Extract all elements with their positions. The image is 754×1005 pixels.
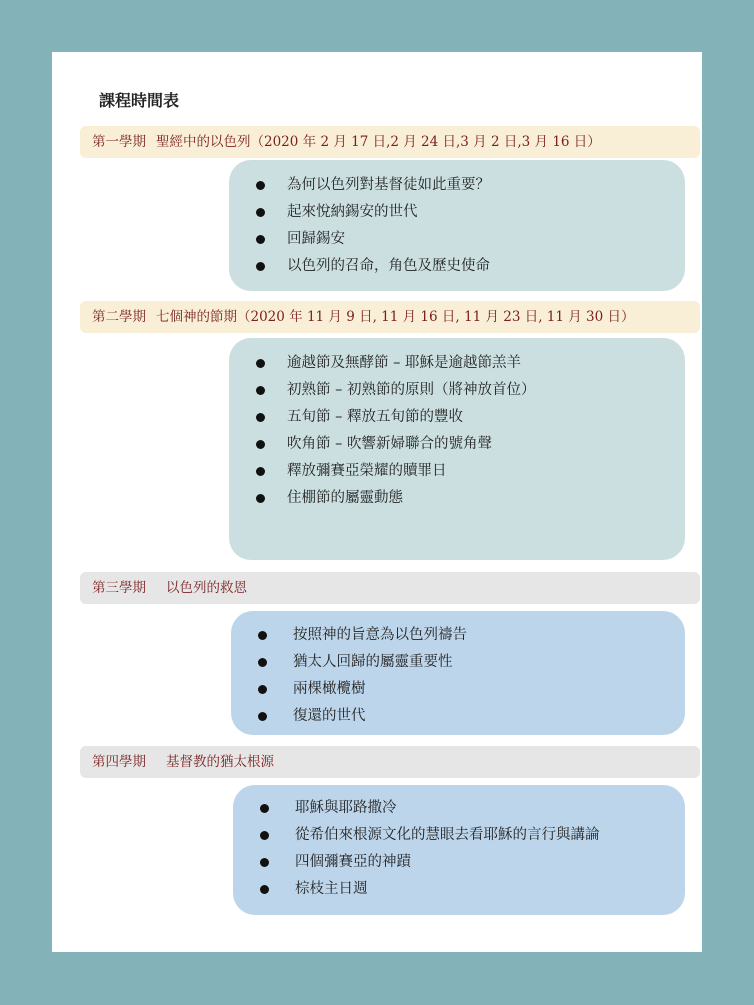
bullet-icon xyxy=(256,208,265,217)
term-4-label: 第四學期 xyxy=(92,754,146,770)
term-4-header xyxy=(80,746,700,778)
topic-text: 耶穌與耶路撒冷 xyxy=(295,800,397,816)
topic-item xyxy=(229,226,685,253)
topic-text: 從希伯來根源文化的慧眼去看耶穌的言行與講論 xyxy=(295,827,600,843)
topic-item xyxy=(233,849,685,876)
term-1-topics xyxy=(229,160,685,291)
topic-text: 起來悅納錫安的世代 xyxy=(287,204,418,220)
bullet-icon xyxy=(258,685,267,694)
topic-text: 吹角節 – 吹響新婦聯合的號角聲 xyxy=(287,436,492,452)
term-4-subtitle: 基督教的猶太根源 xyxy=(166,754,274,770)
topic-text: 兩棵橄欖樹 xyxy=(293,681,366,697)
topic-text: 釋放彌賽亞榮耀的贖罪日 xyxy=(287,463,447,479)
topic-text: 復還的世代 xyxy=(293,708,366,724)
bullet-icon xyxy=(260,831,269,840)
bullet-icon xyxy=(256,359,265,368)
term-3-label: 第三學期 xyxy=(92,580,146,596)
bullet-icon xyxy=(260,804,269,813)
term-1-dates: （2020 年 2 月 17 日,2 月 24 日,3 月 2 日,3 月 16 日） xyxy=(250,134,601,150)
bullet-icon xyxy=(260,858,269,867)
topic-item xyxy=(229,199,685,226)
topic-item xyxy=(229,377,685,404)
term-3-subtitle: 以色列的救恩 xyxy=(166,580,247,596)
topic-item xyxy=(229,253,685,280)
topic-text: 以色列的召命，角色及歷史使命 xyxy=(287,258,490,274)
bullet-icon xyxy=(260,885,269,894)
schedule-page xyxy=(52,52,702,952)
term-2-topics xyxy=(229,338,685,560)
topic-item xyxy=(229,431,685,458)
topic-item xyxy=(233,822,685,849)
bullet-icon xyxy=(256,413,265,422)
term-2-header xyxy=(80,301,700,333)
term-3-header xyxy=(80,572,700,604)
bullet-icon xyxy=(258,631,267,640)
term-4-topics xyxy=(233,785,685,915)
term-2-dates: （2020 年 11 月 9 日, 11 月 16 日, 11 月 23 日, 11 月 30 日） xyxy=(237,309,635,325)
bullet-icon xyxy=(256,386,265,395)
bullet-icon xyxy=(256,235,265,244)
term-2-label: 第二學期 xyxy=(92,309,146,325)
topic-item xyxy=(231,703,685,730)
topic-item xyxy=(229,485,685,512)
topic-item xyxy=(229,458,685,485)
bullet-icon xyxy=(258,712,267,721)
bullet-icon xyxy=(256,467,265,476)
topic-item xyxy=(231,676,685,703)
topic-text: 猶太人回歸的屬靈重要性 xyxy=(293,654,453,670)
topic-text: 五旬節 – 釋放五旬節的豐收 xyxy=(287,409,463,425)
topic-item xyxy=(233,876,685,903)
topic-text: 按照神的旨意為以色列禱告 xyxy=(293,627,467,643)
topic-item xyxy=(229,404,685,431)
bullet-icon xyxy=(258,658,267,667)
topic-text: 回歸錫安 xyxy=(287,231,345,247)
bullet-icon xyxy=(256,181,265,190)
topic-text: 棕枝主日週 xyxy=(295,881,368,897)
term-1-label: 第一學期 xyxy=(92,134,146,150)
topic-text: 初熟節 – 初熟節的原則（將神放首位） xyxy=(287,382,536,398)
topic-item xyxy=(233,795,685,822)
topic-item xyxy=(231,622,685,649)
topic-text: 住棚節的屬靈動態 xyxy=(287,490,403,506)
term-2-subtitle: 七個神的節期 xyxy=(156,309,237,325)
bullet-icon xyxy=(256,494,265,503)
term-1-header xyxy=(80,126,700,158)
topic-item xyxy=(231,649,685,676)
topic-item xyxy=(229,350,685,377)
topic-text: 逾越節及無酵節 – 耶穌是逾越節羔羊 xyxy=(287,355,521,371)
topic-text: 四個彌賽亞的神蹟 xyxy=(295,854,411,870)
topic-item xyxy=(229,172,685,199)
term-1-subtitle: 聖經中的以色列 xyxy=(156,134,251,150)
term-3-topics xyxy=(231,611,685,735)
page-title: 課程時間表 xyxy=(99,91,180,110)
bullet-icon xyxy=(256,440,265,449)
bullet-icon xyxy=(256,262,265,271)
topic-text: 為何以色列對基督徒如此重要？ xyxy=(287,177,490,193)
